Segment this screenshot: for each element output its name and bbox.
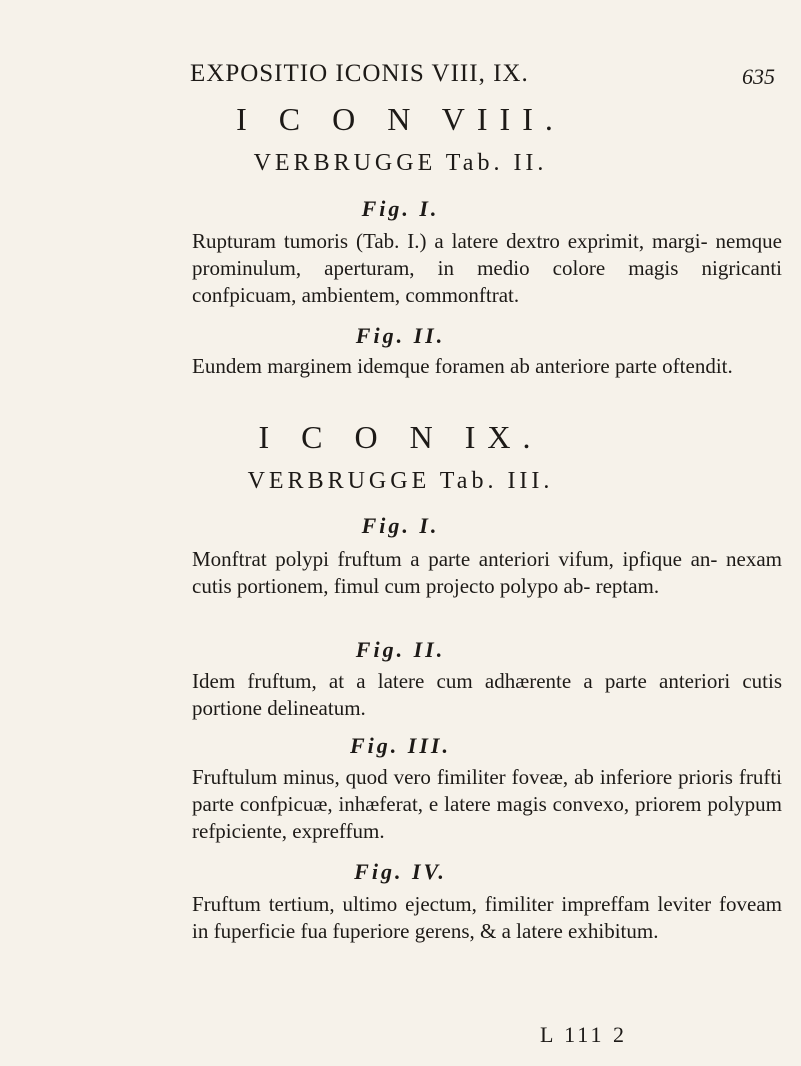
icon-ix-tab-reference: VERBRUGGE Tab. III. [247, 468, 554, 494]
icon-viii-title: I C O N VIII. [236, 101, 565, 137]
icon-viii-fig-2-text: Eundem marginem idemque foramen ab anteriore parte oftendit. [192, 354, 733, 378]
icon-ix-fig-4-text: Fruftum tertium, ultimo ejectum, fimiliter impreffam leviter foveam in fuperficie fua fuperiore gerens, & a latere exhibitum. [192, 892, 782, 943]
signature-mark: L 111 2 [540, 1022, 627, 1047]
icon-ix-fig-4-label: Fig. IV. [354, 859, 447, 884]
icon-ix-fig-1-label: Fig. I. [361, 513, 440, 538]
icon-viii-fig-2-label: Fig. II. [355, 323, 446, 348]
icon-ix-fig-3-label: Fig. III. [350, 733, 451, 758]
page-number: 635 [742, 64, 775, 89]
icon-ix-title: I C O N IX. [258, 419, 543, 455]
icon-ix-fig-2-label: Fig. II. [355, 637, 446, 662]
icon-viii-fig-1-text: Rupturam tumoris (Tab. I.) a latere dextro exprimit, margi- nemque prominulum, aperturam, in medio colore magis nigricanti confpicuam, ambientem, commonftrat. [192, 229, 782, 307]
icon-viii-fig-1-label: Fig. I. [361, 196, 440, 221]
icon-ix-fig-3-text: Fruftulum minus, quod vero fimiliter foveæ, ab inferiore prioris frufti parte confpicuæ, inhæferat, e latere magis convexo, priorem polypum refpiciente, expreffum. [192, 765, 782, 843]
icon-ix-fig-1-text: Monftrat polypi fruftum a parte anteriori vifum, ipfique an- nexam cutis portionem, fimul cum projecto polypo ab- reptam. [192, 547, 782, 598]
running-title: EXPOSITIO ICONIS VIII, IX. [190, 60, 529, 87]
icon-ix-fig-2-text: Idem fruftum, at a latere cum adhærente a parte anteriori cutis portione delineatum. [192, 669, 782, 720]
icon-viii-tab-reference: VERBRUGGE Tab. II. [253, 150, 548, 176]
